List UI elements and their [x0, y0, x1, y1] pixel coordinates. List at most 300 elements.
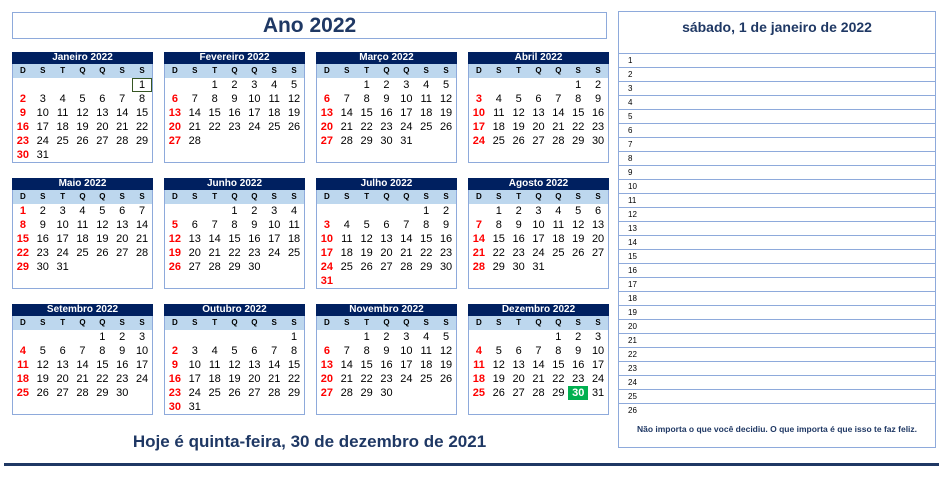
day-cell[interactable]: 6 — [535, 93, 542, 105]
day-cell[interactable]: 3 — [403, 79, 410, 91]
day-cell[interactable]: 4 — [495, 93, 502, 105]
day-cell[interactable]: 18 — [287, 233, 301, 245]
day-cell[interactable]: 30 — [380, 135, 393, 147]
day-cell[interactable]: 7 — [403, 219, 410, 231]
day-cell[interactable]: 24 — [135, 373, 149, 385]
day-cell[interactable]: 28 — [472, 261, 486, 273]
day-cell[interactable]: 27 — [188, 261, 201, 273]
day-cell[interactable]: 28 — [400, 261, 413, 273]
day-cell[interactable]: 14 — [76, 359, 89, 371]
day-cell[interactable]: 23 — [228, 121, 241, 133]
day-cell[interactable]: 18 — [472, 373, 486, 385]
day-cell[interactable]: 19 — [287, 107, 301, 119]
day-cell[interactable]: 20 — [532, 121, 545, 133]
day-cell[interactable]: 15 — [287, 359, 301, 371]
day-cell[interactable]: 10 — [472, 107, 486, 119]
day-cell[interactable]: 28 — [135, 247, 149, 259]
day-cell[interactable]: 25 — [420, 121, 433, 133]
day-cell[interactable]: 6 — [191, 219, 198, 231]
day-cell[interactable]: 17 — [268, 233, 281, 245]
day-cell[interactable]: 10 — [532, 219, 545, 231]
day-cell[interactable]: 2 — [171, 345, 178, 357]
day-cell[interactable]: 6 — [99, 93, 106, 105]
note-line[interactable]: 26 — [619, 403, 935, 417]
day-cell[interactable]: 17 — [248, 107, 261, 119]
day-cell[interactable]: 26 — [76, 135, 89, 147]
day-cell[interactable]: 1 — [495, 205, 502, 217]
day-cell[interactable]: 12 — [76, 107, 89, 119]
day-cell[interactable]: 27 — [320, 387, 334, 399]
day-cell[interactable]: 26 — [439, 121, 453, 133]
day-cell[interactable]: 29 — [360, 135, 373, 147]
day-cell[interactable]: 31 — [532, 261, 545, 273]
day-cell[interactable]: 6 — [171, 93, 178, 105]
day-cell[interactable]: 13 — [116, 219, 129, 231]
day-cell[interactable]: 6 — [595, 205, 602, 217]
note-line[interactable]: 24 — [619, 375, 935, 389]
day-cell[interactable]: 15 — [228, 233, 241, 245]
day-cell[interactable]: 12 — [228, 359, 241, 371]
day-cell[interactable]: 16 — [16, 121, 30, 133]
day-cell[interactable]: 13 — [168, 107, 182, 119]
day-cell[interactable]: 29 — [360, 387, 373, 399]
day-cell[interactable]: 18 — [56, 121, 69, 133]
day-cell[interactable]: 1 — [231, 205, 238, 217]
day-cell[interactable]: 10 — [320, 233, 334, 245]
day-cell[interactable]: 24 — [591, 373, 605, 385]
day-cell[interactable]: 11 — [420, 93, 432, 105]
day-cell[interactable]: 5 — [291, 79, 298, 91]
note-line[interactable]: 7 — [619, 137, 935, 151]
day-cell[interactable]: 4 — [475, 345, 482, 357]
day-cell[interactable]: 31 — [400, 135, 413, 147]
day-cell[interactable]: 10 — [188, 359, 201, 371]
day-cell[interactable]: 22 — [228, 247, 241, 259]
day-cell[interactable]: 10 — [400, 345, 413, 357]
day-cell[interactable]: 22 — [552, 373, 565, 385]
day-cell[interactable]: 20 — [512, 373, 525, 385]
day-cell[interactable]: 1 — [363, 331, 370, 343]
day-cell[interactable]: 11 — [268, 93, 280, 105]
day-cell[interactable]: 12 — [439, 345, 453, 357]
day-cell[interactable]: 9 — [119, 345, 126, 357]
day-cell[interactable]: 15 — [360, 107, 373, 119]
day-cell[interactable]: 26 — [228, 387, 241, 399]
note-line[interactable]: 9 — [619, 165, 935, 179]
note-line[interactable]: 12 — [619, 207, 935, 221]
day-cell[interactable]: 16 — [228, 107, 241, 119]
day-cell[interactable]: 8 — [363, 93, 370, 105]
note-line[interactable]: 18 — [619, 291, 935, 305]
day-cell[interactable]: 1 — [575, 79, 582, 91]
day-cell[interactable]: 29 — [420, 261, 433, 273]
day-cell[interactable]: 1 — [132, 78, 152, 92]
day-cell[interactable]: 19 — [492, 373, 505, 385]
day-cell[interactable]: 20 — [248, 373, 261, 385]
day-cell[interactable]: 2 — [443, 205, 450, 217]
day-cell[interactable]: 29 — [135, 135, 149, 147]
day-cell[interactable]: 25 — [76, 247, 89, 259]
day-cell[interactable]: 19 — [439, 107, 453, 119]
day-cell[interactable]: 23 — [36, 247, 49, 259]
day-cell[interactable]: 7 — [343, 93, 350, 105]
day-cell[interactable]: 9 — [171, 359, 178, 371]
day-cell[interactable]: 18 — [76, 233, 89, 245]
day-cell[interactable]: 1 — [99, 331, 106, 343]
day-cell[interactable]: 12 — [96, 219, 109, 231]
day-cell[interactable]: 20 — [320, 121, 334, 133]
day-cell[interactable]: 22 — [16, 247, 30, 259]
note-line[interactable]: 4 — [619, 95, 935, 109]
day-cell[interactable]: 9 — [383, 93, 390, 105]
day-cell[interactable]: 18 — [552, 233, 565, 245]
day-cell[interactable]: 14 — [400, 233, 413, 245]
day-cell[interactable]: 24 — [36, 135, 49, 147]
day-cell[interactable]: 9 — [231, 93, 238, 105]
day-cell[interactable]: 7 — [79, 345, 86, 357]
day-cell[interactable]: 28 — [208, 261, 221, 273]
day-cell[interactable]: 25 — [16, 387, 30, 399]
day-cell[interactable]: 16 — [168, 373, 182, 385]
day-cell[interactable]: 12 — [512, 107, 525, 119]
day-cell[interactable]: 8 — [495, 219, 502, 231]
day-cell[interactable]: 11 — [493, 107, 505, 119]
day-cell[interactable]: 8 — [211, 93, 218, 105]
day-cell[interactable]: 6 — [323, 345, 330, 357]
note-line[interactable]: 16 — [619, 263, 935, 277]
day-cell[interactable]: 17 — [320, 247, 334, 259]
day-cell[interactable]: 27 — [512, 387, 525, 399]
day-cell[interactable]: 6 — [59, 345, 66, 357]
day-cell[interactable]: 27 — [56, 387, 69, 399]
day-cell[interactable]: 24 — [400, 121, 413, 133]
day-cell[interactable]: 1 — [555, 331, 562, 343]
day-cell[interactable]: 26 — [287, 121, 301, 133]
day-cell[interactable]: 23 — [572, 373, 585, 385]
day-cell[interactable]: 1 — [291, 331, 298, 343]
day-cell[interactable]: 7 — [139, 205, 146, 217]
day-cell[interactable]: 10 — [135, 345, 149, 357]
note-line[interactable]: 23 — [619, 361, 935, 375]
day-cell[interactable]: 30 — [36, 261, 49, 273]
day-cell[interactable]: 5 — [171, 219, 178, 231]
day-cell[interactable]: 20 — [591, 233, 605, 245]
day-cell[interactable]: 16 — [380, 107, 393, 119]
day-cell[interactable]: 23 — [512, 247, 525, 259]
day-cell[interactable]: 23 — [380, 373, 393, 385]
day-cell[interactable]: 21 — [116, 121, 129, 133]
day-cell[interactable]: 20 — [380, 247, 393, 259]
day-cell[interactable]: 11 — [208, 359, 221, 371]
day-cell[interactable]: 1 — [19, 205, 26, 217]
day-cell[interactable]: 2 — [515, 205, 522, 217]
day-cell[interactable]: 8 — [423, 219, 430, 231]
day-cell[interactable]: 13 — [56, 359, 69, 371]
day-cell[interactable]: 14 — [340, 107, 353, 119]
day-cell[interactable]: 22 — [360, 373, 373, 385]
day-cell[interactable]: 28 — [188, 135, 201, 147]
day-cell[interactable]: 9 — [443, 219, 450, 231]
day-cell[interactable]: 18 — [492, 121, 505, 133]
day-cell[interactable]: 24 — [472, 135, 486, 147]
day-cell[interactable]: 9 — [383, 345, 390, 357]
day-cell[interactable]: 14 — [208, 233, 221, 245]
day-cell[interactable]: 6 — [515, 345, 522, 357]
day-cell[interactable]: 28 — [532, 387, 545, 399]
day-cell[interactable]: 14 — [116, 107, 129, 119]
day-cell[interactable]: 21 — [268, 373, 281, 385]
day-cell[interactable]: 11 — [17, 359, 29, 371]
day-cell[interactable]: 17 — [532, 233, 545, 245]
day-cell[interactable]: 20 — [168, 121, 182, 133]
day-cell[interactable]: 17 — [400, 359, 413, 371]
note-line[interactable]: 10 — [619, 179, 935, 193]
day-cell[interactable]: 3 — [191, 345, 198, 357]
day-cell[interactable]: 27 — [380, 261, 393, 273]
day-cell[interactable]: 10 — [56, 219, 69, 231]
day-cell[interactable]: 17 — [472, 121, 486, 133]
day-cell[interactable]: 21 — [532, 373, 545, 385]
day-cell[interactable]: 24 — [532, 247, 545, 259]
day-cell[interactable]: 11 — [341, 233, 353, 245]
day-cell[interactable]: 11 — [420, 345, 432, 357]
day-cell[interactable]: 4 — [343, 219, 350, 231]
day-cell[interactable]: 19 — [228, 373, 241, 385]
day-cell[interactable]: 4 — [19, 345, 26, 357]
day-cell[interactable]: 22 — [96, 373, 109, 385]
day-cell[interactable]: 22 — [135, 121, 149, 133]
day-cell[interactable]: 27 — [320, 135, 334, 147]
day-cell[interactable]: 7 — [271, 345, 278, 357]
day-cell[interactable]: 23 — [248, 247, 261, 259]
day-cell[interactable]: 28 — [268, 387, 281, 399]
day-cell[interactable]: 9 — [515, 219, 522, 231]
day-cell[interactable]: 26 — [360, 261, 373, 273]
day-cell[interactable]: 7 — [191, 93, 198, 105]
day-cell[interactable]: 30 — [16, 149, 30, 161]
day-cell[interactable]: 6 — [323, 93, 330, 105]
day-cell[interactable]: 21 — [188, 121, 201, 133]
day-cell[interactable]: 16 — [380, 359, 393, 371]
day-cell[interactable]: 23 — [591, 121, 605, 133]
day-cell[interactable]: 29 — [287, 387, 301, 399]
day-cell[interactable]: 18 — [268, 107, 281, 119]
day-cell[interactable]: 25 — [420, 373, 433, 385]
day-cell[interactable]: 26 — [168, 261, 182, 273]
day-cell[interactable]: 14 — [532, 359, 545, 371]
day-cell[interactable]: 8 — [363, 345, 370, 357]
day-cell[interactable]: 13 — [320, 107, 334, 119]
day-cell[interactable]: 1 — [211, 79, 218, 91]
day-cell[interactable]: 25 — [56, 135, 69, 147]
day-cell[interactable]: 21 — [472, 247, 486, 259]
day-cell[interactable]: 13 — [248, 359, 261, 371]
day-cell[interactable]: 9 — [251, 219, 258, 231]
day-cell[interactable]: 12 — [492, 359, 505, 371]
day-cell[interactable]: 3 — [323, 219, 330, 231]
day-cell[interactable]: 12 — [36, 359, 49, 371]
day-cell[interactable]: 19 — [36, 373, 49, 385]
day-cell[interactable]: 3 — [59, 205, 66, 217]
day-cell[interactable]: 14 — [340, 359, 353, 371]
day-cell[interactable]: 4 — [555, 205, 562, 217]
day-cell[interactable]: 18 — [16, 373, 30, 385]
note-line[interactable]: 2 — [619, 67, 935, 81]
day-cell[interactable]: 21 — [340, 121, 353, 133]
note-line[interactable]: 1 — [619, 53, 935, 67]
day-cell[interactable]: 2 — [383, 331, 390, 343]
day-cell[interactable]: 27 — [96, 135, 109, 147]
note-line[interactable]: 20 — [619, 319, 935, 333]
day-cell[interactable]: 9 — [39, 219, 46, 231]
day-cell[interactable]: 8 — [99, 345, 106, 357]
day-cell[interactable]: 8 — [575, 93, 582, 105]
day-cell[interactable]: 9 — [575, 345, 582, 357]
day-cell[interactable]: 4 — [79, 205, 86, 217]
day-cell[interactable]: 10 — [591, 345, 605, 357]
day-cell[interactable]: 17 — [135, 359, 149, 371]
day-cell[interactable]: 29 — [552, 387, 565, 399]
day-cell[interactable]: 24 — [400, 373, 413, 385]
day-cell[interactable]: 18 — [420, 359, 433, 371]
day-cell[interactable]: 11 — [552, 219, 565, 231]
day-cell[interactable]: 3 — [39, 93, 46, 105]
day-cell[interactable]: 7 — [535, 345, 542, 357]
day-cell[interactable]: 30 — [512, 261, 525, 273]
day-cell[interactable]: 3 — [271, 205, 278, 217]
day-cell[interactable]: 5 — [575, 205, 582, 217]
day-cell[interactable]: 15 — [96, 359, 109, 371]
day-cell[interactable]: 31 — [188, 401, 201, 413]
day-cell[interactable]: 3 — [595, 331, 602, 343]
day-cell[interactable]: 9 — [19, 107, 26, 119]
day-cell[interactable]: 22 — [208, 121, 221, 133]
day-cell[interactable]: 17 — [400, 107, 413, 119]
note-line[interactable]: 25 — [619, 389, 935, 403]
day-cell[interactable]: 7 — [555, 93, 562, 105]
day-cell[interactable]: 26 — [572, 247, 585, 259]
day-cell[interactable]: 31 — [591, 387, 605, 399]
day-cell[interactable]: 14 — [135, 219, 149, 231]
day-cell[interactable]: 20 — [320, 373, 334, 385]
day-cell[interactable]: 16 — [439, 233, 453, 245]
day-cell[interactable]: 14 — [472, 233, 486, 245]
day-cell[interactable]: 8 — [231, 219, 238, 231]
day-cell[interactable]: 22 — [420, 247, 433, 259]
day-cell[interactable]: 10 — [36, 107, 49, 119]
note-line[interactable]: 15 — [619, 249, 935, 263]
day-cell[interactable]: 4 — [211, 345, 218, 357]
day-cell[interactable]: 13 — [188, 233, 201, 245]
day-cell[interactable]: 21 — [552, 121, 565, 133]
day-cell[interactable]: 29 — [572, 135, 585, 147]
day-cell[interactable]: 15 — [492, 233, 505, 245]
day-cell[interactable]: 28 — [116, 135, 129, 147]
day-cell[interactable]: 11 — [473, 359, 485, 371]
day-cell[interactable]: 30 — [591, 135, 605, 147]
day-cell[interactable]: 10 — [268, 219, 281, 231]
day-cell[interactable]: 21 — [135, 233, 149, 245]
day-cell[interactable]: 22 — [572, 121, 585, 133]
day-cell[interactable]: 4 — [271, 79, 278, 91]
day-cell[interactable]: 7 — [119, 93, 126, 105]
day-cell[interactable]: 7 — [211, 219, 218, 231]
day-cell[interactable]: 2 — [19, 93, 26, 105]
day-cell[interactable]: 1 — [363, 79, 370, 91]
day-cell[interactable]: 3 — [535, 205, 542, 217]
day-cell[interactable]: 18 — [208, 373, 221, 385]
day-cell[interactable]: 25 — [287, 247, 301, 259]
note-line[interactable]: 8 — [619, 151, 935, 165]
day-cell[interactable]: 3 — [251, 79, 258, 91]
day-cell[interactable]: 25 — [268, 121, 281, 133]
day-cell[interactable]: 7 — [343, 345, 350, 357]
day-cell[interactable]: 27 — [248, 387, 261, 399]
day-cell[interactable]: 21 — [76, 373, 89, 385]
day-cell[interactable]: 28 — [552, 135, 565, 147]
day-cell[interactable]: 25 — [340, 261, 353, 273]
day-cell[interactable]: 11 — [288, 219, 300, 231]
day-cell[interactable]: 30 — [568, 386, 588, 400]
day-cell[interactable]: 6 — [119, 205, 126, 217]
day-cell[interactable]: 5 — [79, 93, 86, 105]
day-cell[interactable]: 24 — [248, 121, 261, 133]
note-line[interactable]: 19 — [619, 305, 935, 319]
day-cell[interactable]: 25 — [552, 247, 565, 259]
day-cell[interactable]: 15 — [420, 233, 433, 245]
day-cell[interactable]: 11 — [76, 219, 89, 231]
note-line[interactable]: 22 — [619, 347, 935, 361]
day-cell[interactable]: 15 — [552, 359, 565, 371]
day-cell[interactable]: 12 — [439, 93, 453, 105]
day-cell[interactable]: 15 — [360, 359, 373, 371]
day-cell[interactable]: 15 — [572, 107, 585, 119]
day-cell[interactable]: 13 — [591, 219, 605, 231]
day-cell[interactable]: 20 — [56, 373, 69, 385]
day-cell[interactable]: 15 — [16, 233, 30, 245]
day-cell[interactable]: 2 — [231, 79, 238, 91]
day-cell[interactable]: 24 — [320, 261, 334, 273]
day-cell[interactable]: 9 — [595, 93, 602, 105]
note-line[interactable]: 17 — [619, 277, 935, 291]
day-cell[interactable]: 31 — [56, 261, 69, 273]
day-cell[interactable]: 2 — [251, 205, 258, 217]
note-line[interactable]: 21 — [619, 333, 935, 347]
day-cell[interactable]: 5 — [495, 345, 502, 357]
day-cell[interactable]: 5 — [39, 345, 46, 357]
day-cell[interactable]: 20 — [96, 121, 109, 133]
note-line[interactable]: 13 — [619, 221, 935, 235]
day-cell[interactable]: 18 — [340, 247, 353, 259]
day-cell[interactable]: 2 — [119, 331, 126, 343]
day-cell[interactable]: 23 — [380, 121, 393, 133]
day-cell[interactable]: 8 — [555, 345, 562, 357]
day-cell[interactable]: 27 — [591, 247, 605, 259]
note-line[interactable]: 11 — [619, 193, 935, 207]
day-cell[interactable]: 7 — [475, 219, 482, 231]
day-cell[interactable]: 2 — [595, 79, 602, 91]
day-cell[interactable]: 24 — [188, 387, 201, 399]
note-line[interactable]: 3 — [619, 81, 935, 95]
day-cell[interactable]: 23 — [439, 247, 453, 259]
day-cell[interactable]: 19 — [512, 121, 525, 133]
day-cell[interactable]: 17 — [36, 121, 49, 133]
day-cell[interactable]: 12 — [360, 233, 373, 245]
day-cell[interactable]: 2 — [383, 79, 390, 91]
day-cell[interactable]: 8 — [291, 345, 298, 357]
day-cell[interactable]: 27 — [116, 247, 129, 259]
day-cell[interactable]: 19 — [76, 121, 89, 133]
